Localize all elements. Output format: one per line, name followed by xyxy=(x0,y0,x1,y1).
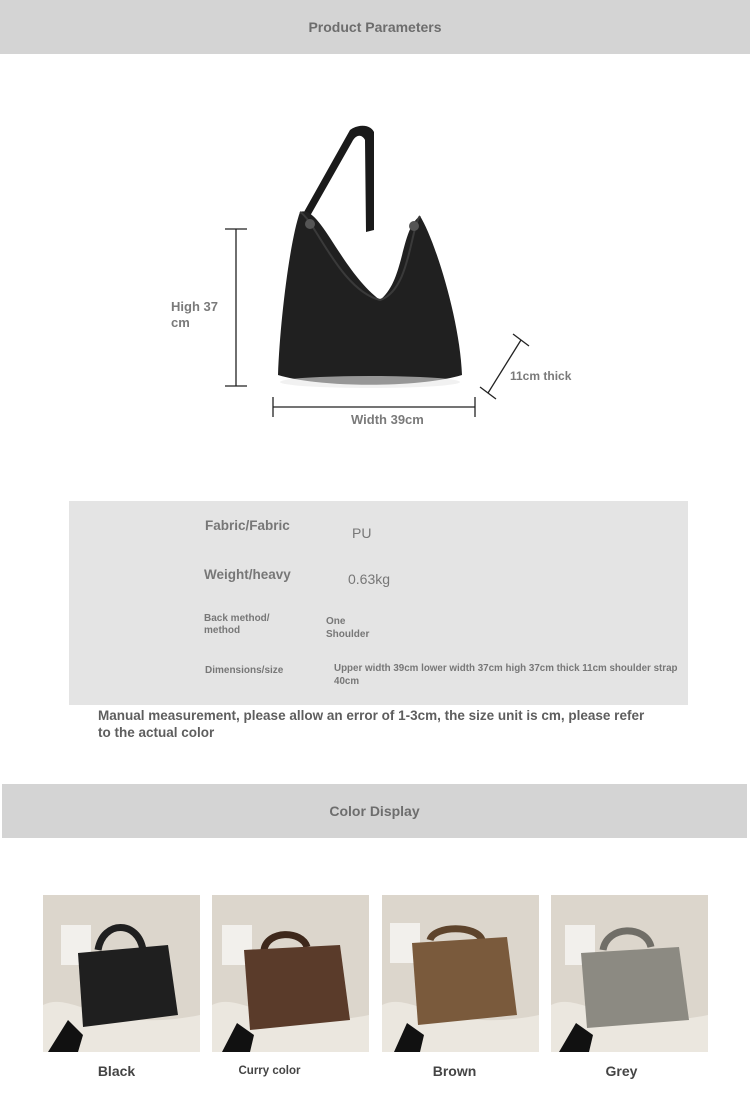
dimensions-label: Dimensions/size xyxy=(205,665,284,676)
bag-photo xyxy=(212,895,369,1052)
section-title: Product Parameters xyxy=(308,19,442,35)
color-label-grey: Grey xyxy=(605,1063,638,1079)
back-method-label: Back method/ method xyxy=(204,613,270,636)
color-swatch-curry[interactable] xyxy=(212,895,369,1052)
thickness-label: 11cm thick xyxy=(510,369,572,383)
back-method-value: One Shoulder xyxy=(326,616,370,640)
weight-value: 0.63kg xyxy=(348,571,391,587)
weight-label: Weight/heavy xyxy=(204,567,291,582)
color-label-curry: Curry color xyxy=(238,1065,301,1077)
height-label: High 37 cm xyxy=(171,299,218,330)
bag-photo xyxy=(551,895,708,1052)
dimensions-value: Upper width 39cm lower width 37cm high 37cm thick 11cm shoulder strap 40cm xyxy=(334,663,678,687)
bag-photo xyxy=(43,895,200,1052)
color-label-black: Black xyxy=(97,1063,136,1079)
color-swatch-grey[interactable] xyxy=(551,895,708,1052)
section-title: Color Display xyxy=(329,803,420,819)
bag-photo xyxy=(382,895,539,1052)
section-banner-colors xyxy=(2,784,747,838)
parameters-table xyxy=(69,501,688,705)
color-swatch-brown[interactable] xyxy=(382,895,539,1052)
bag-image xyxy=(270,120,470,400)
width-label: Width 39cm xyxy=(351,412,424,427)
measurement-note: Manual measurement, please allow an error of 1-3cm, the size unit is cm, please refer to the actual color xyxy=(98,708,645,740)
color-swatch-black[interactable] xyxy=(43,895,200,1052)
fabric-value: PU xyxy=(352,525,372,541)
fabric-label: Fabric/Fabric xyxy=(205,518,290,533)
color-label-brown: Brown xyxy=(432,1063,477,1079)
